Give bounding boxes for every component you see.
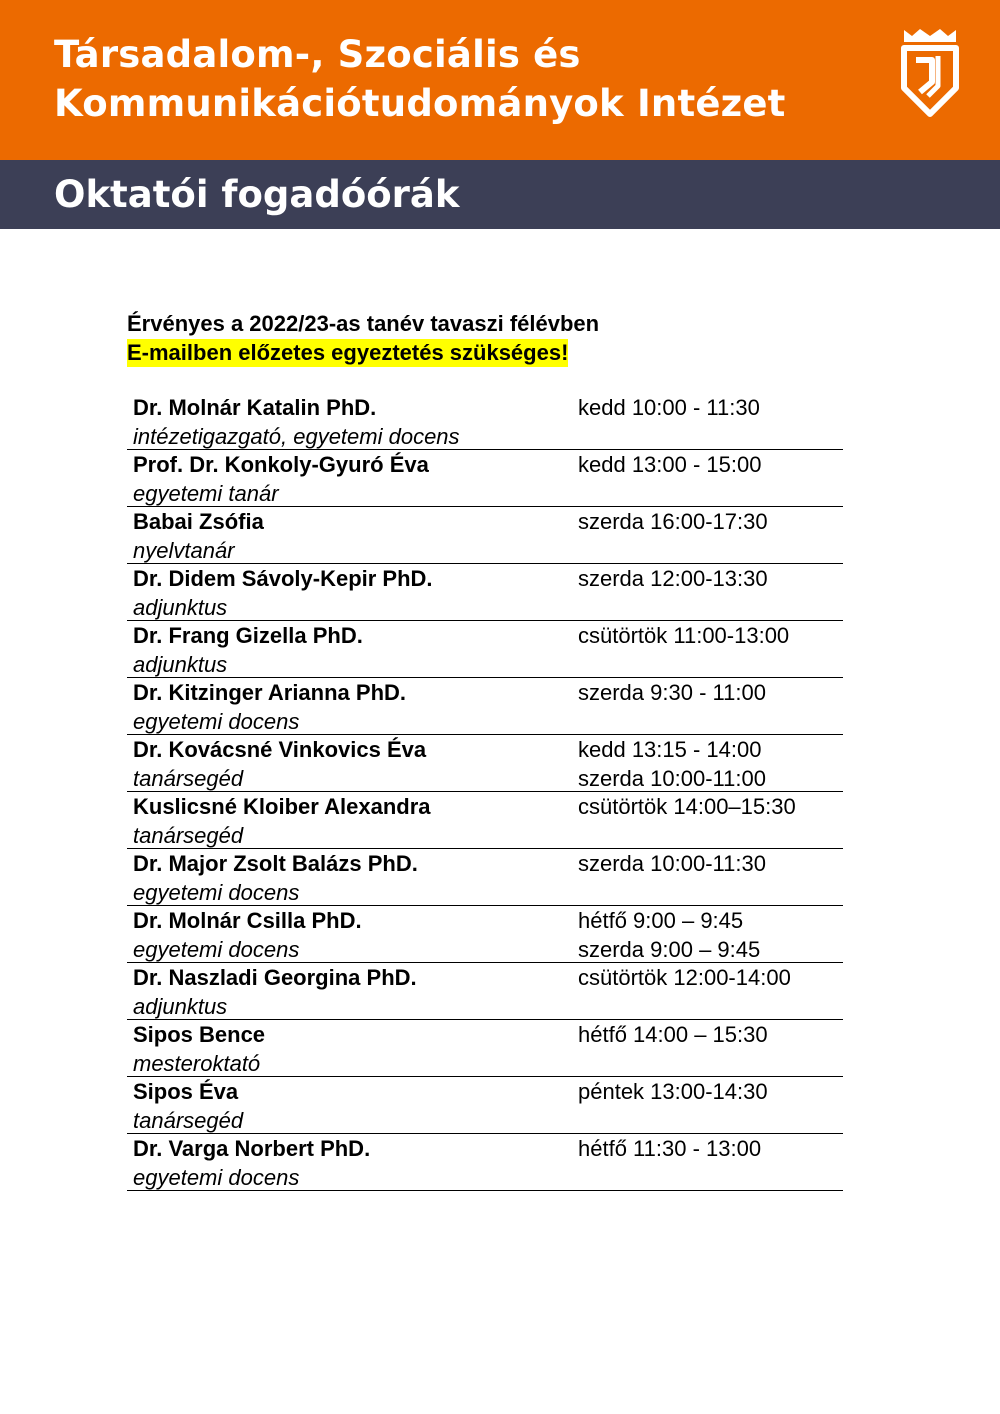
table-row	[127, 621, 843, 678]
header-banner	[0, 0, 1000, 160]
table-row	[127, 849, 843, 906]
instructor-role: adjunktus	[133, 994, 228, 1019]
notice-highlight: E-mailben előzetes egyeztetés szükséges!	[127, 340, 569, 365]
office-hour-time: hétfő 9:00 – 9:45	[578, 908, 744, 933]
instructor-role: mesteroktató	[133, 1051, 261, 1076]
office-hour-time: szerda 10:00-11:00	[578, 766, 766, 791]
instructor-role: adjunktus	[133, 652, 228, 677]
office-hours-table	[127, 393, 843, 1191]
instructor-name: Kuslicsné Kloiber Alexandra	[133, 794, 431, 819]
instructor-role: nyelvtanár	[133, 538, 235, 563]
office-hour-time: kedd 13:00 - 15:00	[578, 452, 762, 477]
instructor-role: egyetemi docens	[133, 1165, 300, 1190]
table-row	[127, 963, 843, 1020]
office-hour-time: csütörtök 11:00-13:00	[578, 623, 790, 648]
table-row	[127, 792, 843, 849]
table-row	[127, 564, 843, 621]
office-hour-time: hétfő 14:00 – 15:30	[578, 1022, 768, 1047]
table-row	[127, 678, 843, 735]
instructor-role: tanársegéd	[133, 1108, 244, 1133]
instructor-role: egyetemi docens	[133, 937, 300, 962]
office-hour-time: péntek 13:00-14:30	[578, 1079, 768, 1104]
office-hour-time: kedd 10:00 - 11:30	[578, 395, 760, 420]
instructor-role: egyetemi docens	[133, 880, 300, 905]
office-hour-time: csütörtök 14:00–15:30	[578, 794, 796, 819]
instructor-name: Babai Zsófia	[133, 509, 264, 534]
instructor-name: Dr. Molnár Csilla PhD.	[133, 908, 362, 933]
office-hour-time: hétfő 11:30 - 13:00	[578, 1136, 762, 1161]
instructor-name: Dr. Kovácsné Vinkovics Éva	[133, 737, 427, 762]
office-hour-time: szerda 16:00-17:30	[578, 509, 768, 534]
instructor-name: Dr. Kitzinger Arianna PhD.	[133, 680, 407, 705]
table-row	[127, 1134, 843, 1191]
table-row	[127, 1077, 843, 1134]
instructor-name: Dr. Molnár Katalin PhD.	[133, 395, 377, 420]
office-hour-time: szerda 12:00-13:30	[578, 566, 768, 591]
instructor-role: adjunktus	[133, 595, 228, 620]
table-row	[127, 450, 843, 507]
instructor-role: egyetemi tanár	[133, 481, 279, 506]
office-hour-time: szerda 9:00 – 9:45	[578, 937, 761, 962]
institute-title	[54, 30, 786, 128]
table-row	[127, 735, 843, 792]
office-hour-time: kedd 13:15 - 14:00	[578, 737, 762, 762]
instructor-name: Prof. Dr. Konkoly-Gyuró Éva	[133, 452, 429, 477]
page-title: Oktatói fogadóórák	[54, 173, 460, 216]
instructor-role: egyetemi docens	[133, 709, 300, 734]
table-row	[127, 507, 843, 564]
instructor-name: Sipos Bence	[133, 1022, 266, 1047]
table-row	[127, 906, 843, 963]
instructor-name: Dr. Naszladi Georgina PhD.	[133, 965, 417, 990]
shield-crown-icon	[898, 26, 962, 120]
office-hour-time: szerda 10:00-11:30	[578, 851, 766, 876]
office-hour-time: csütörtök 12:00-14:00	[578, 965, 791, 990]
instructor-name: Dr. Frang Gizella PhD.	[133, 623, 363, 648]
instructor-name: Dr. Major Zsolt Balázs PhD.	[133, 851, 418, 876]
validity-text: Érvényes a 2022/23-as tanév tavaszi félévben	[127, 311, 600, 336]
instructor-role: tanársegéd	[133, 766, 244, 791]
instructor-role: intézetigazgató, egyetemi docens	[133, 424, 460, 449]
table-row	[127, 393, 843, 450]
instructor-name: Dr. Varga Norbert PhD.	[133, 1136, 371, 1161]
instructor-role: tanársegéd	[133, 823, 244, 848]
institute-title-line2: Kommunikációtudományok Intézet	[54, 82, 786, 125]
institute-title-line1: Társadalom-, Szociális és	[54, 33, 581, 76]
office-hour-time: szerda 9:30 - 11:00	[578, 680, 766, 705]
table-row	[127, 1020, 843, 1077]
instructor-name: Dr. Didem Sávoly-Kepir PhD.	[133, 566, 433, 591]
instructor-name: Sipos Éva	[133, 1079, 239, 1104]
